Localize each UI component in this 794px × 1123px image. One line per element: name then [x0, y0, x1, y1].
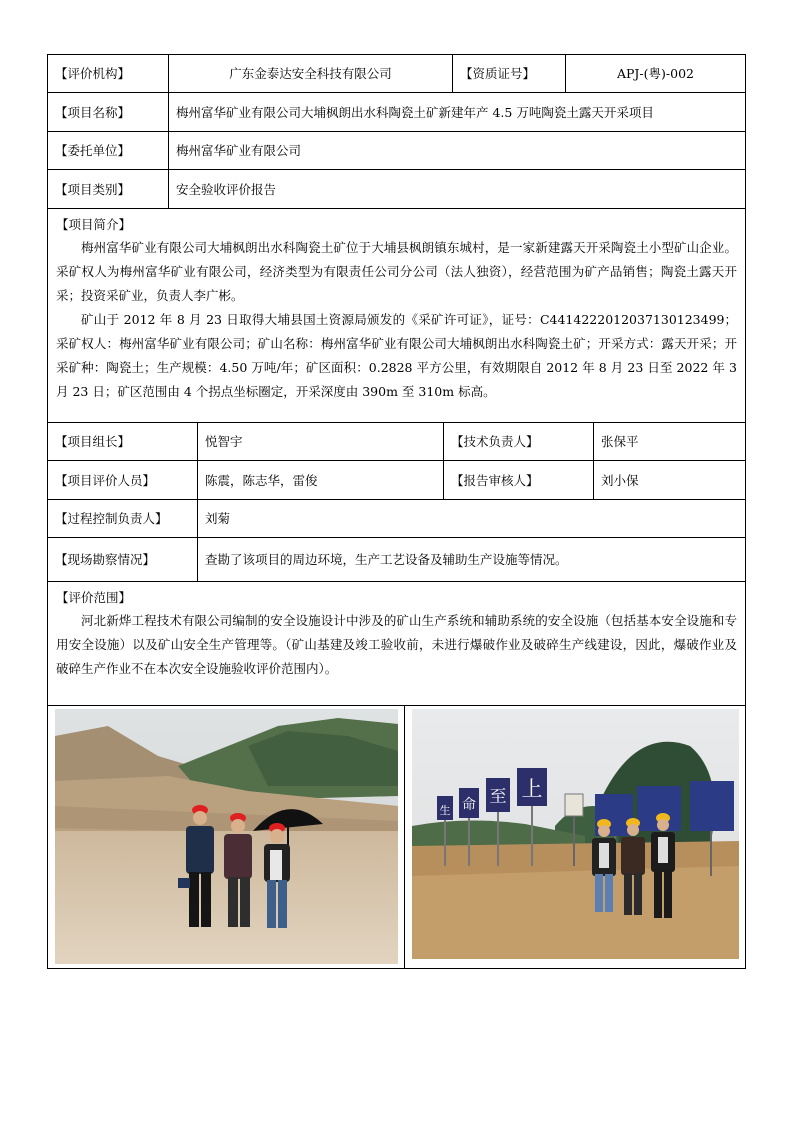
info-table-1	[47, 54, 746, 423]
process-label: 【过程控制负责人】	[48, 500, 198, 538]
scope-paragraph: 河北新烨工程技术有限公司编制的安全设施设计中涉及的矿山生产系统和辅助系统的安全设施（包括基本安全设施和专用安全设施）以及矿山安全生产管理等。（矿山基建及竣工验收前，未进行爆破作业及破碎生产线建设，因此，爆破作业及破碎生产作业不在本次安全设施验收评价范围内）。	[56, 613, 737, 676]
client-label: 【委托单位】	[48, 132, 169, 170]
site-value: 查勘了该项目的周边环境，生产工艺设备及辅助生产设施等情况。	[198, 538, 746, 582]
photo-table	[47, 705, 746, 969]
reviewer-label: 【报告审核人】	[444, 461, 594, 500]
cert-label: 【资质证号】	[453, 55, 566, 93]
intro-title: 【项目简介】	[56, 217, 132, 232]
site-photo-left	[48, 706, 404, 968]
team-table	[47, 422, 746, 706]
site-photo-right	[405, 706, 745, 968]
intro-section	[48, 209, 746, 423]
scope-section	[48, 582, 746, 706]
org-label: 【评价机构】	[48, 55, 169, 93]
slogan-char-2: 命	[462, 797, 476, 813]
members-value: 陈震，陈志华，雷俊	[198, 461, 444, 500]
scope-title: 【评价范围】	[56, 590, 132, 605]
report-sheet	[47, 54, 745, 969]
project-label: 【项目名称】	[48, 93, 169, 132]
leader-label: 【项目组长】	[48, 423, 198, 461]
slogan-char-3: 至	[489, 787, 507, 807]
org-value: 广东金泰达安全科技有限公司	[169, 55, 453, 93]
tech-value: 张保平	[594, 423, 746, 461]
type-label: 【项目类别】	[48, 170, 169, 209]
cert-value: APJ-(粤)-002	[566, 55, 746, 93]
intro-paragraph-1: 梅州富华矿业有限公司大埔枫朗出水科陶瓷土矿位于大埔县枫朗镇东城村，是一家新建露天开采陶瓷土小型矿山企业。采矿权人为梅州富华矿业有限公司，经济类型为有限责任公司分公司（法人独资），经营范围为矿产品销售；陶瓷土露天开采；投资采矿业，负责人李广彬。	[56, 240, 737, 303]
reviewer-value: 刘小保	[594, 461, 746, 500]
tech-label: 【技术负责人】	[444, 423, 594, 461]
slogan-char-1: 生	[439, 804, 451, 817]
type-value: 安全验收评价报告	[169, 170, 746, 209]
intro-paragraph-2: 矿山于 2012 年 8 月 23 日取得大埔县国土资源局颁发的《采矿许可证》，证号：C4414222012037130123499；采矿权人：梅州富华矿业有限公司；矿山名称：梅州富华矿业有限公司大埔枫朗出水科陶瓷土矿；开采方式：露天开采；开采矿种：陶瓷土；生产规模：4.50 万吨/年；矿区面积：0.2828 平方公里，有效期限自 2012 年 8 月 23 日至 2022 年 3 月 23 日；矿区范围由 4 个拐点坐标圈定，开采深度由 390m 至 310m 标高。	[56, 312, 737, 399]
photo-left-cell	[48, 706, 405, 969]
members-label: 【项目评价人员】	[48, 461, 198, 500]
client-value: 梅州富华矿业有限公司	[169, 132, 746, 170]
photo-right-cell	[405, 706, 746, 969]
slogan-char-4: 上	[521, 777, 543, 801]
leader-value: 悦智宇	[198, 423, 444, 461]
process-value: 刘菊	[198, 500, 746, 538]
project-value: 梅州富华矿业有限公司大埔枫朗出水科陶瓷土矿新建年产 4.5 万吨陶瓷土露天开采项目	[169, 93, 746, 132]
site-label: 【现场勘察情况】	[48, 538, 198, 582]
